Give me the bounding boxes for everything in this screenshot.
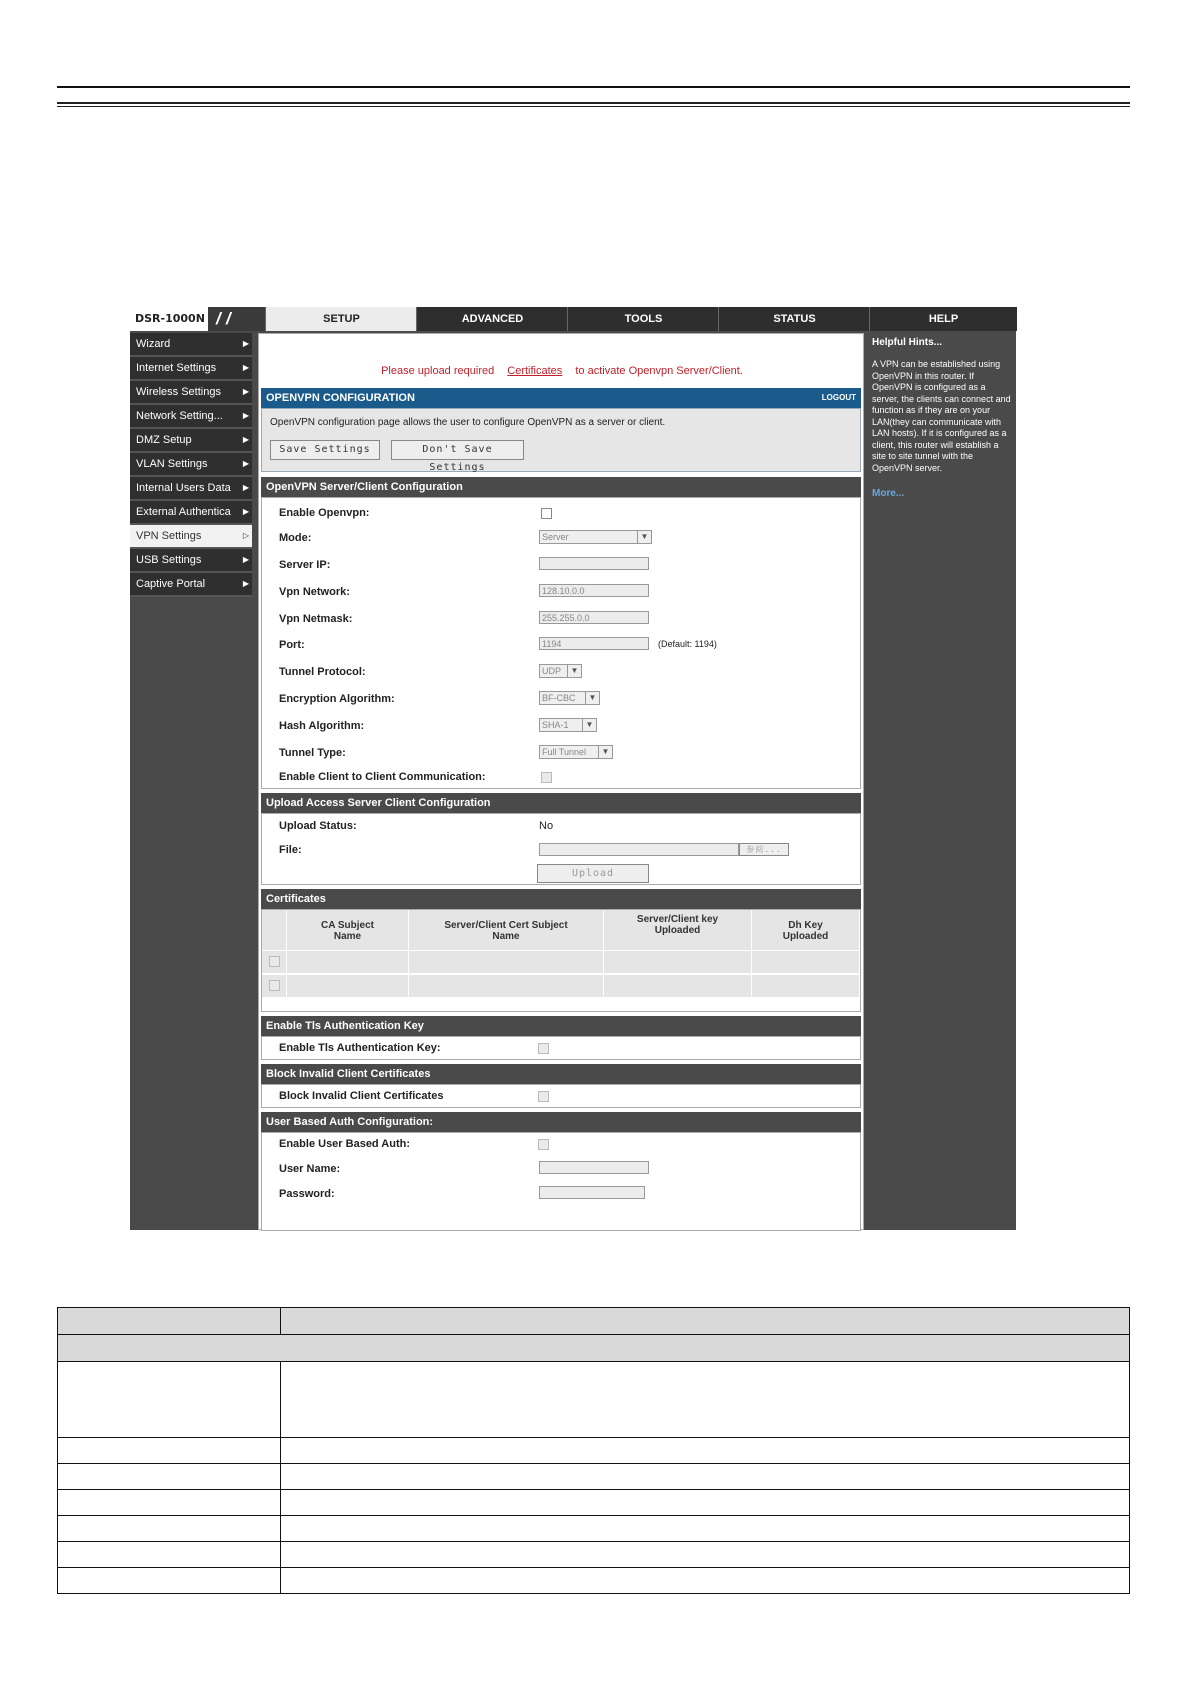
table-row <box>58 1464 1130 1490</box>
help-panel <box>868 333 1016 1230</box>
table-header-cell <box>281 1308 1130 1335</box>
vpn-network-label: Vpn Network: <box>279 586 350 598</box>
table-header-cell <box>58 1308 281 1335</box>
enable-user-auth-checkbox[interactable] <box>538 1139 549 1150</box>
server-client-section-header: OpenVPN Server/Client Configuration <box>261 477 861 497</box>
table-cell <box>281 1490 1130 1516</box>
sidebar-item-wizard[interactable] <box>130 333 252 357</box>
sidebar-item-vlan-settings[interactable] <box>130 453 252 477</box>
file-path-input[interactable] <box>539 843 739 856</box>
sidebar-item-label: Network Setting... <box>136 410 223 422</box>
sidebar-item-dmz-setup[interactable] <box>130 429 252 453</box>
client-to-client-label: Enable Client to Client Communication: <box>279 771 486 783</box>
top-rule <box>57 86 1130 88</box>
sidebar-item-internal-users[interactable] <box>130 477 252 501</box>
upload-button[interactable]: Upload <box>537 864 649 883</box>
table-cell <box>409 975 604 997</box>
table-section-row <box>58 1335 1130 1362</box>
sidebar-item-label: External Authentica <box>136 506 231 518</box>
sidebar-item-wireless-settings[interactable] <box>130 381 252 405</box>
row-checkbox[interactable] <box>269 956 280 967</box>
chevron-down-icon: ▼ <box>637 531 651 543</box>
username-input[interactable] <box>539 1161 649 1174</box>
client-to-client-checkbox[interactable] <box>541 772 552 783</box>
password-label: Password: <box>279 1188 335 1200</box>
help-more-link[interactable]: More... <box>872 488 905 499</box>
enable-openvpn-checkbox[interactable] <box>541 508 552 519</box>
port-input[interactable]: 1194 <box>539 637 649 650</box>
table-cell <box>281 1438 1130 1464</box>
chevron-right-icon: ▶ <box>242 435 249 444</box>
cert-subject-header: Server/Client Cert Subject Name <box>409 910 604 950</box>
key-uploaded-header: Server/Client key Uploaded <box>604 910 752 950</box>
chevron-right-icon: ▶ <box>242 363 249 372</box>
row-select-cell <box>262 975 287 997</box>
table-cell <box>58 1362 281 1438</box>
main-content <box>258 333 864 1230</box>
tunnel-protocol-label: Tunnel Protocol: <box>279 666 366 678</box>
sidebar-item-internet-settings[interactable] <box>130 357 252 381</box>
table-cell <box>409 951 604 973</box>
server-ip-input[interactable] <box>539 557 649 570</box>
logout-link[interactable]: LOGOUT <box>821 393 856 402</box>
brand-slash-icon: / / <box>208 307 263 331</box>
save-settings-button[interactable]: Save Settings <box>270 440 380 460</box>
hash-algorithm-label: Hash Algorithm: <box>279 720 365 732</box>
table-cell <box>604 951 752 973</box>
table-cell <box>604 975 752 997</box>
password-input[interactable] <box>539 1186 645 1199</box>
table-row <box>262 975 860 997</box>
table-cell <box>287 951 409 973</box>
openvpn-intro-panel <box>261 408 861 472</box>
sidebar <box>130 333 252 597</box>
sidebar-item-label: VPN Settings <box>136 530 202 542</box>
table-cell <box>281 1464 1130 1490</box>
tunnel-type-value: Full Tunnel <box>542 747 587 757</box>
chevron-right-icon: ▶ <box>242 339 249 348</box>
table-cell <box>58 1464 281 1490</box>
openvpn-description: OpenVPN configuration page allows the user to configure OpenVPN as a server or client. <box>270 417 666 428</box>
tab-help[interactable]: HELP <box>869 307 1017 331</box>
chevron-right-icon: ▶ <box>242 411 249 420</box>
warning-text-before: Please upload required <box>381 365 495 377</box>
upload-section <box>261 813 861 885</box>
tls-auth-checkbox[interactable] <box>538 1043 549 1054</box>
chevron-down-icon: ▼ <box>567 665 581 677</box>
enable-openvpn-label: Enable Openvpn: <box>279 507 370 519</box>
double-rule-thin <box>57 106 1130 107</box>
description-table <box>57 1307 1130 1594</box>
sidebar-item-vpn-settings[interactable] <box>130 525 252 549</box>
encryption-algorithm-select[interactable] <box>539 691 600 705</box>
server-client-section <box>261 497 861 789</box>
chevron-right-outline-icon: ▷ <box>242 531 249 540</box>
certificates-table <box>261 909 861 1012</box>
table-row <box>262 951 860 973</box>
warning-text-after: to activate Openvpn Server/Client. <box>575 365 743 377</box>
chevron-right-icon: ▶ <box>242 483 249 492</box>
help-body: A VPN can be established using OpenVPN in this router. If OpenVPN is configured as a server, the clients can connect and function as if they are on your LAN(they can communicate with LAN hosts). If it is configured as a client, this router will establish a site to site tunnel with the OpenVPN server. <box>872 359 1011 473</box>
vpn-network-input[interactable]: 128.10.0.0 <box>539 584 649 597</box>
tunnel-type-label: Tunnel Type: <box>279 747 346 759</box>
table-row <box>58 1516 1130 1542</box>
table-cell <box>287 975 409 997</box>
table-cell <box>281 1542 1130 1568</box>
sidebar-item-label: Internet Settings <box>136 362 217 374</box>
router-screenshot <box>130 307 1016 1230</box>
select-column-header <box>262 910 287 950</box>
encryption-algorithm-label: Encryption Algorithm: <box>279 693 395 705</box>
upload-section-header: Upload Access Server Client Configuration <box>261 793 861 813</box>
sidebar-item-external-auth[interactable] <box>130 501 252 525</box>
table-cell <box>752 951 860 973</box>
brand-logo <box>130 307 265 331</box>
block-invalid-checkbox[interactable] <box>538 1091 549 1102</box>
dh-key-header: Dh Key Uploaded <box>752 910 860 950</box>
vpn-netmask-input[interactable]: 255.255.0.0 <box>539 611 649 624</box>
table-row <box>58 1490 1130 1516</box>
enable-user-auth-label: Enable User Based Auth: <box>279 1138 411 1150</box>
table-cell <box>281 1516 1130 1542</box>
tab-advanced[interactable]: ADVANCED <box>416 307 568 331</box>
chevron-right-icon: ▶ <box>242 555 249 564</box>
sidebar-item-label: Internal Users Data <box>136 482 231 494</box>
encryption-algorithm-value: BF-CBC <box>542 693 576 703</box>
table-row <box>58 1542 1130 1568</box>
chevron-down-icon: ▼ <box>585 692 599 704</box>
table-row <box>58 1568 1130 1594</box>
table-row <box>58 1362 1130 1438</box>
chevron-right-icon: ▶ <box>242 459 249 468</box>
browse-button[interactable]: 参阅... <box>739 843 789 856</box>
tls-section-header: Enable Tls Authentication Key <box>261 1016 861 1036</box>
user-auth-section <box>261 1132 861 1231</box>
mode-select[interactable] <box>539 530 652 544</box>
sidebar-item-label: USB Settings <box>136 554 202 566</box>
file-label: File: <box>279 844 302 856</box>
port-label: Port: <box>279 639 305 651</box>
sidebar-item-network-settings[interactable] <box>130 405 252 429</box>
port-default-hint: (Default: 1194) <box>658 639 717 649</box>
user-auth-section-header: User Based Auth Configuration: <box>261 1112 861 1132</box>
table-cell <box>281 1362 1130 1438</box>
certificates-header-row <box>262 910 860 950</box>
brand-name: DSR-1000N <box>135 312 205 325</box>
tls-auth-label: Enable Tls Authentication Key: <box>279 1042 441 1054</box>
sidebar-item-label: VLAN Settings <box>136 458 208 470</box>
table-cell <box>281 1568 1130 1594</box>
table-cell <box>58 1516 281 1542</box>
hash-algorithm-select[interactable] <box>539 718 597 732</box>
sidebar-item-label: Wizard <box>136 338 171 350</box>
username-label: User Name: <box>279 1163 341 1175</box>
sidebar-item-usb-settings[interactable] <box>130 549 252 573</box>
double-rule <box>57 102 1130 104</box>
sidebar-item-captive-portal[interactable] <box>130 573 252 597</box>
block-invalid-label: Block Invalid Client Certificates <box>279 1090 444 1102</box>
tls-section <box>261 1036 861 1060</box>
tunnel-protocol-value: UDP <box>542 666 562 676</box>
certificates-link[interactable]: Certificates <box>507 365 563 377</box>
table-section-cell <box>58 1335 1130 1362</box>
tab-status[interactable]: STATUS <box>718 307 870 331</box>
openvpn-config-header <box>261 388 861 408</box>
table-cell <box>58 1542 281 1568</box>
tunnel-protocol-select[interactable] <box>539 664 582 678</box>
table-cell <box>58 1490 281 1516</box>
hash-algorithm-value: SHA-1 <box>542 720 569 730</box>
chevron-down-icon: ▼ <box>598 746 612 758</box>
top-nav-bar <box>130 307 1016 331</box>
upload-status-value: No <box>539 820 554 832</box>
mode-label: Mode: <box>279 532 312 544</box>
help-title: Helpful Hints... <box>872 337 942 348</box>
sidebar-item-label: Wireless Settings <box>136 386 221 398</box>
chevron-right-icon: ▶ <box>242 387 249 396</box>
chevron-down-icon: ▼ <box>582 719 596 731</box>
tab-setup[interactable]: SETUP <box>265 307 417 331</box>
chevron-right-icon: ▶ <box>242 579 249 588</box>
ca-subject-header: CA Subject Name <box>287 910 409 950</box>
table-cell <box>752 975 860 997</box>
block-invalid-section-header: Block Invalid Client Certificates <box>261 1064 861 1084</box>
table-row <box>58 1438 1130 1464</box>
tab-tools[interactable]: TOOLS <box>567 307 719 331</box>
openvpn-config-title: OPENVPN CONFIGURATION <box>266 392 415 404</box>
sidebar-item-label: DMZ Setup <box>136 434 192 446</box>
table-header-row <box>58 1308 1130 1335</box>
row-select-cell <box>262 951 287 973</box>
chevron-right-icon: ▶ <box>242 507 249 516</box>
block-invalid-section <box>261 1084 861 1108</box>
row-checkbox[interactable] <box>269 980 280 991</box>
table-cell <box>58 1568 281 1594</box>
mode-value: Server <box>542 532 569 542</box>
server-ip-label: Server IP: <box>279 559 331 571</box>
certificates-section-header: Certificates <box>261 889 861 909</box>
vpn-netmask-label: Vpn Netmask: <box>279 613 353 625</box>
table-cell <box>58 1438 281 1464</box>
certificate-warning <box>259 365 865 377</box>
sidebar-item-label: Captive Portal <box>136 578 206 590</box>
upload-status-label: Upload Status: <box>279 820 357 832</box>
dont-save-settings-button[interactable]: Don't Save Settings <box>391 440 524 460</box>
tunnel-type-select[interactable] <box>539 745 613 759</box>
